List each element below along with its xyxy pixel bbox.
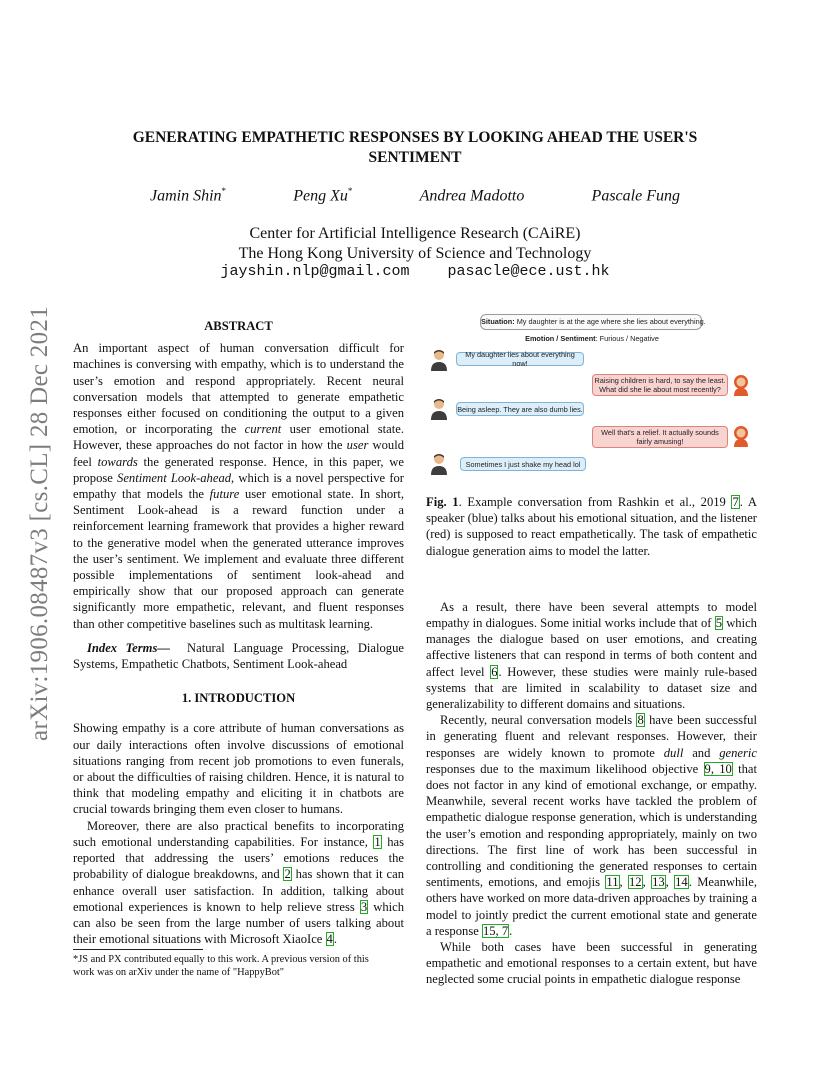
affiliation-line: The Hong Kong University of Science and Technology xyxy=(238,245,592,262)
affiliation-line: Center for Artificial Intelligence Research (CAiRE) xyxy=(249,225,581,242)
intro-paragraph: Moreover, there are also practical benefits to incorporating such emotional understanding capabilities. For instance, 1 has reported that addressing the users’ emotions reduces the probability of dialogue breakdowns, and 2 has shown that it can enhance overall user satisfaction. In addition, talking about emotional experiences is known to help relieve stress 3 which can also be seen from the large number of users talking about their emotional situations with Microsoft XiaoIce 4. xyxy=(73,818,405,947)
figure-caption: Fig. 1. Example conversation from Rashkin et al., 2019 7. A speaker (blue) talks about his emotional situation, and the listener (red) is supposed to react empathetically. The task of empathetic dialogue generation aims to model the latter. xyxy=(426,495,757,558)
listener-avatar-icon xyxy=(732,374,750,396)
abstract-heading: ABSTRACT xyxy=(204,319,273,333)
arxiv-stamp: arXiv:1906.08487v3 [cs.CL] 28 Dec 2021 xyxy=(26,305,53,741)
author-list xyxy=(150,186,680,205)
intro-heading: 1. INTRODUCTION xyxy=(181,691,296,706)
affiliation xyxy=(160,224,670,264)
email[interactable]: jayshin.nlp@gmail.com xyxy=(220,263,410,280)
figure-1 xyxy=(426,312,758,482)
body-paragraph: As a result, there have been several attempts to model empathy in dialogues. Some initial works include that of 5 which manages the dialogue based on user emotions, and creating affective listeners that can respond in terms of both content and affect level 6. However, these studies were mainly rule-based systems that are limited in scalability to dataset size and generalizability to different domains and situations. xyxy=(426,599,758,712)
index-terms: Index Terms— Natural Language Processing, Dialogue Systems, Empathetic Chatbots, Sentiment Look-ahead xyxy=(73,640,404,672)
footnote-line: *JS and PX contributed equally to this work. A previous version of this xyxy=(73,954,369,965)
listener-avatar-icon xyxy=(732,425,750,447)
left-column xyxy=(73,318,404,947)
speaker-avatar-icon xyxy=(430,398,448,420)
paper-title: GENERATING EMPATHETIC RESPONSES BY LOOKING AHEAD THE USER'S SENTIMENT xyxy=(132,129,698,166)
speaker-bubble: Being asleep. They are also dumb lies. xyxy=(456,402,584,416)
situation-box: Situation: My daughter is at the age where she lies about everything. xyxy=(480,314,702,330)
intro-paragraph: Showing empathy is a core attribute of human conversations as our daily interactions often involve discussions of emotional situations ranging from recent job promotions to even funerals, or about the difficulties of raising children. Hence, it is natural to think that modeling empathy and eliciting it in chatbots are crucial towards bringing them even closer to humans. xyxy=(73,721,404,817)
abstract-text: An important aspect of human conversation difficult for machines is conversing with empathy, which is to understand the user’s emotion and respond appropriately. Recent neural conversation models that attempted to generate empathetic responses either focused on conditioning the output to a given emotion, or incorporating the current user emotional state. However, these approaches do not factor in how the user would feel towards the generated response. Hence, in this paper, we propose Sentiment Look-ahead, which is a novel perspective for empathy that models the future user emotional state. In short, Sentiment Look-ahead is a reward function under a reinforcement learning framework that provides a higher reward to the generative model when the generated utterance improves the user’s sentiment. We implement and evaluate three different possible implementations of sentiment look-ahead and empirically show that our proposed approach can generate significantly more empathetic, relevant, and fluent responses than other competitive baselines such as multitask learning. xyxy=(73,341,405,631)
footnote-line: work was on arXiv under the name of "HappyBot" xyxy=(73,967,285,978)
emotion-label: Emotion / Sentiment: Furious / Negative xyxy=(525,334,659,343)
emails xyxy=(160,263,670,280)
speaker-bubble: My daughter lies about everything now! xyxy=(456,352,584,366)
speaker-avatar-icon xyxy=(430,349,448,371)
listener-bubble: Raising children is hard, to say the least. What did she lie about most recently? xyxy=(592,374,728,396)
author: Peng Xu* xyxy=(293,186,353,205)
listener-bubble: Well that's a relief. It actually sounds fairly amusing! xyxy=(592,426,728,448)
body-paragraph: While both cases have been successful in generating empathetic and emotional responses to a certain extent, but have neglected some crucial points in empathetic dialogue response xyxy=(426,940,757,987)
author: Andrea Madotto xyxy=(419,187,525,205)
author: Jamin Shin* xyxy=(150,186,227,205)
right-column xyxy=(426,494,757,988)
speaker-avatar-icon xyxy=(430,453,448,475)
footnote xyxy=(73,949,404,979)
email[interactable]: pasacle@ece.ust.hk xyxy=(447,263,610,280)
author: Pascale Fung xyxy=(591,187,680,205)
body-paragraph: Recently, neural conversation models 8 have been successful in generating fluent and relevant responses. However, their responses are widely known to promote dull and generic responses due to the maximum likelihood objective 9, 10 that does not factor in any kind of emotional exchange, or empathy. Meanwhile, several recent works have tackled the problem of empathetic dialogue response generation, which is understanding the user’s emotion and responding appropriately, mainly on two directions. The first line of work has been successful in controlling and conditioning the generated responses to certain sentiments, emotions, and emojis 11, 12, 13, 14. Meanwhile, others have worked on more data-driven approaches by training a model to jointly predict the current emotional state and generate a response 15, 7. xyxy=(426,713,757,938)
speaker-bubble: Sometimes I just shake my head lol xyxy=(460,457,586,471)
